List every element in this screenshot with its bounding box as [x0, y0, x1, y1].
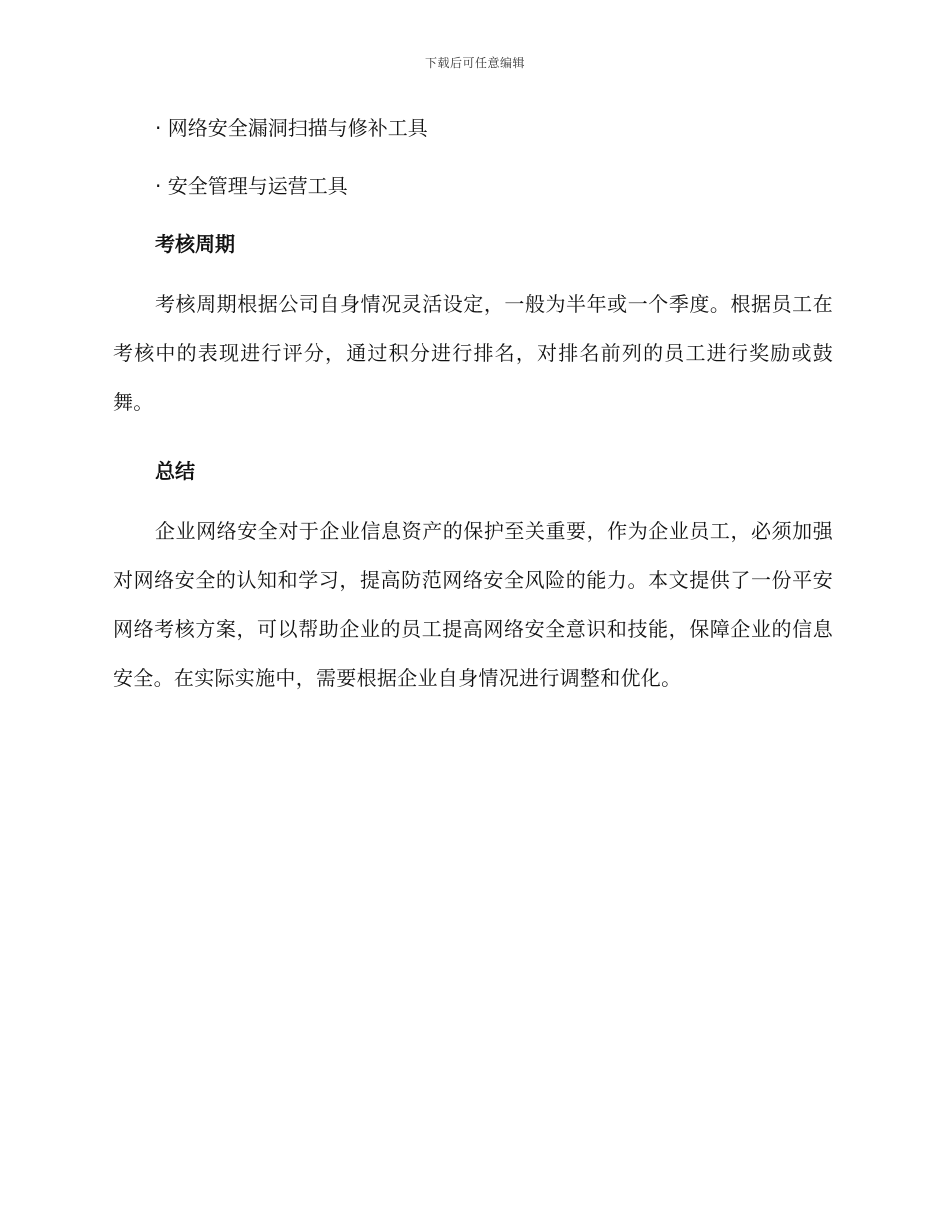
section-heading-assessment-cycle: 考核周期	[155, 232, 235, 256]
section-paragraph-assessment-cycle: 考核周期根据公司自身情况灵活设定，一般为半年或一个季度。根据员工在考核中的表现进行评分，通过积分进行排名，对排名前列的员工进行奖励或鼓舞。	[113, 292, 833, 414]
document-body	[113, 110, 833, 703]
section-paragraph-summary: 企业网络安全对于企业信息资产的保护至关重要，作为企业员工，必须加强对网络安全的认知和学习，提高防范网络安全风险的能力。本文提供了一份平安网络考核方案，可以帮助企业的员工提高网络安全意识和技能，保障企业的信息安全。在实际实施中，需要根据企业自身情况进行调整和优化。	[113, 519, 833, 690]
bullet-item-management-tools: · 安全管理与运营工具	[155, 174, 348, 198]
bullet-item-vulnerability-tools: · 网络安全漏洞扫描与修补工具	[155, 116, 428, 140]
page-header: 下载后可任意编辑	[424, 56, 525, 70]
section-heading-summary: 总结	[155, 459, 195, 483]
